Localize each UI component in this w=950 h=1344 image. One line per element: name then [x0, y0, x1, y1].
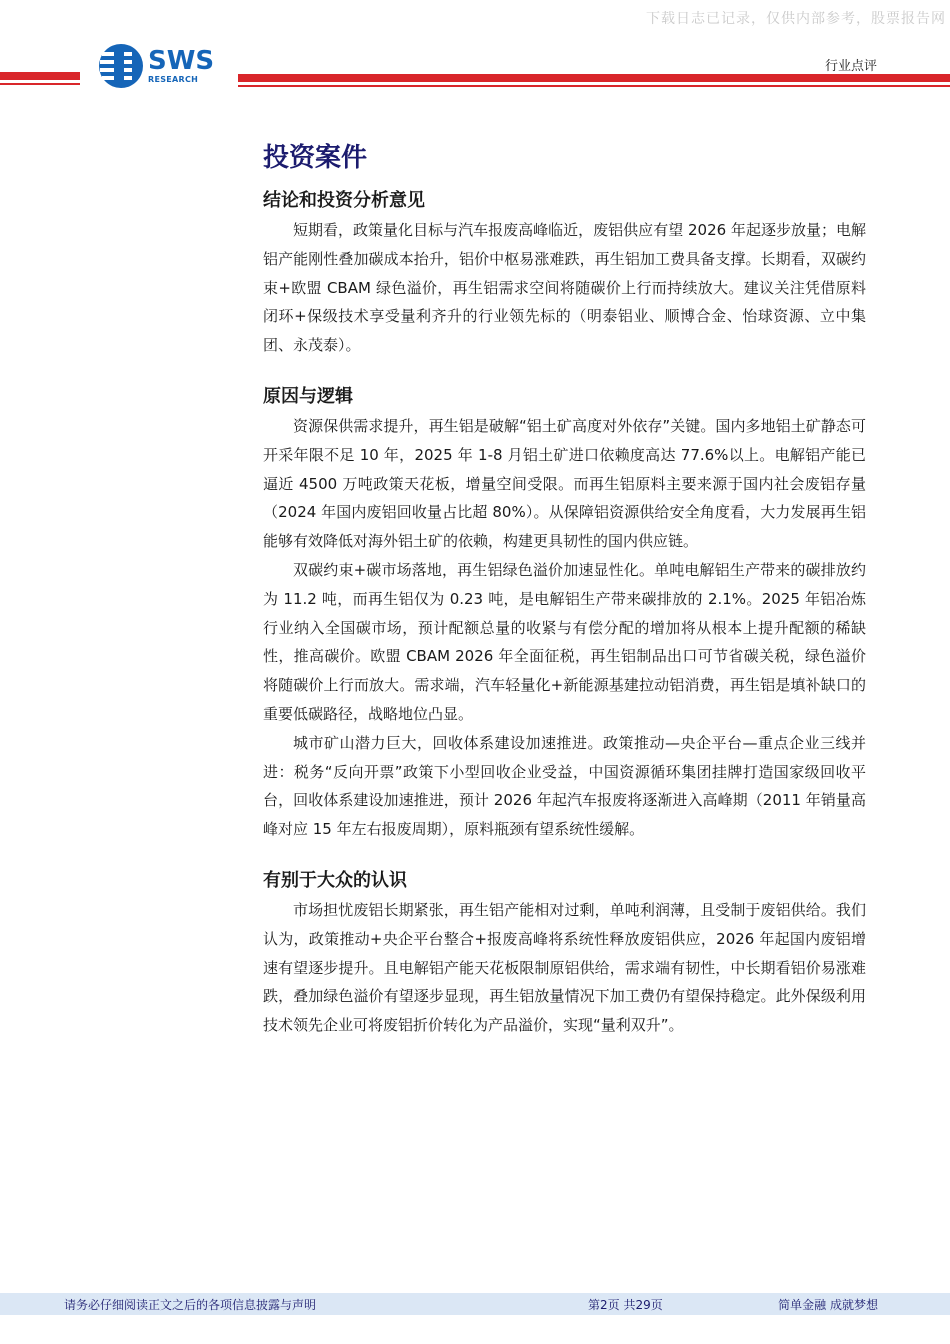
- logo-name: SWS: [148, 46, 215, 76]
- section-heading-differentiated-view: 有别于大众的认识: [263, 869, 407, 891]
- report-type-label: 行业点评: [824, 59, 877, 74]
- section-heading-conclusion: 结论和投资分析意见: [263, 190, 425, 211]
- paragraph: 资源保供需求提升，再生铝是破解“铝土矿高度对外依存”关键。国内多地铝土矿静态可开采年限不足 10 年，2025 年 1-8 月铝土矿进口依赖度高达 77.6%以上。电解铝产能已逼近 4500 万吨政策天花板，增量空间受限。而再生铝原料主要来源于国内社会废铝存量（2024 年国内废铝回收量占比超 80%）。从保障铝资源供给安全角度看，大力发展再生铝能够有效降低对海外铝土矿的依赖，构建更具韧性的国内供应链。: [263, 416, 866, 551]
- paragraph: 短期看，政策量化目标与汽车报废高峰临近，废铝供应有望 2026 年起逐步放量；电解铝产能刚性叠加碳成本抬升，铝价中枢易涨难跌，再生铝加工费具备支撑。长期看，双碳约束+欧盟 CBAM 绿色溢价，再生铝需求空间将随碳价上行而持续放大。建议关注凭借原料闭环+保级技术享受量利齐升的行业领先标的（明泰铝业、顺博合金、怡球资源、立中集团、永茂泰）。: [263, 221, 866, 355]
- logo-subtitle: RESEARCH: [148, 75, 199, 84]
- header-accent-bar: [0, 72, 80, 80]
- sws-logo: [98, 42, 228, 90]
- watermark: 下载日志已记录，仅供内部参考，股票报告网: [646, 11, 946, 27]
- header-accent-line: [238, 85, 950, 87]
- footer-disclaimer: 请务必仔细阅读正文之后的各项信息披露与声明: [64, 1298, 317, 1312]
- sws-logo-icon: [98, 43, 144, 89]
- section-heading-reasons: 原因与逻辑: [263, 385, 353, 407]
- page-title: 投资案件: [263, 143, 368, 173]
- paragraph: 市场担忧废铝长期紧张，再生铝产能相对过剩，单吨利润薄，且受制于废铝供给。我们认为，政策推动+央企平台整合+报废高峰将系统性释放废铝供应，2026 年起国内废铝增速有望逐步提升。且电解铝产能天花板限制原铝供给，需求端有韧性，中长期看铝价易涨难跌，叠加绿色溢价有望逐步显现，再生铝放量情况下加工费仍有望保持稳定。此外保级利用技术领先企业可将废铝折价转化为产品溢价，实现“量利双升”。: [263, 900, 866, 1035]
- header-accent-line: [0, 83, 80, 85]
- report-body: [263, 138, 866, 1040]
- paragraph: 城市矿山潜力巨大，回收体系建设加速推进。政策推动—央企平台—重点企业三线并进：税务“反向开票”政策下小型回收企业受益，中国资源循环集团挂牌打造国家级回收平台，回收体系建设加速推进，预计 2026 年起汽车报废将逐渐进入高峰期（2011 年销量高峰对应 15 年左右报废周期），原料瓶颈有望系统性缓解。: [263, 733, 866, 839]
- header-accent-bar: [238, 74, 950, 82]
- footer-slogan: 简单金融 成就梦想: [778, 1298, 878, 1312]
- paragraph: 双碳约束+碳市场落地，再生铝绿色溢价加速显性化。单吨电解铝生产带来的碳排放约为 11.2 吨，而再生铝仅为 0.23 吨，是电解铝生产带来碳排放的 2.1%。2025 年铝冶炼行业纳入全国碳市场，预计配额总量的收紧与有偿分配的增加将从根本上提升配额的稀缺性，推高碳价。欧盟 CBAM 2026 年全面征税，再生铝制品出口可节省碳关税，绿色溢价将随碳价上行而放大。需求端，汽车轻量化+新能源基建拉动铝消费，再生铝是填补缺口的重要低碳路径，战略地位凸显。: [263, 560, 866, 723]
- page-number: 第2页 共29页: [588, 1298, 663, 1312]
